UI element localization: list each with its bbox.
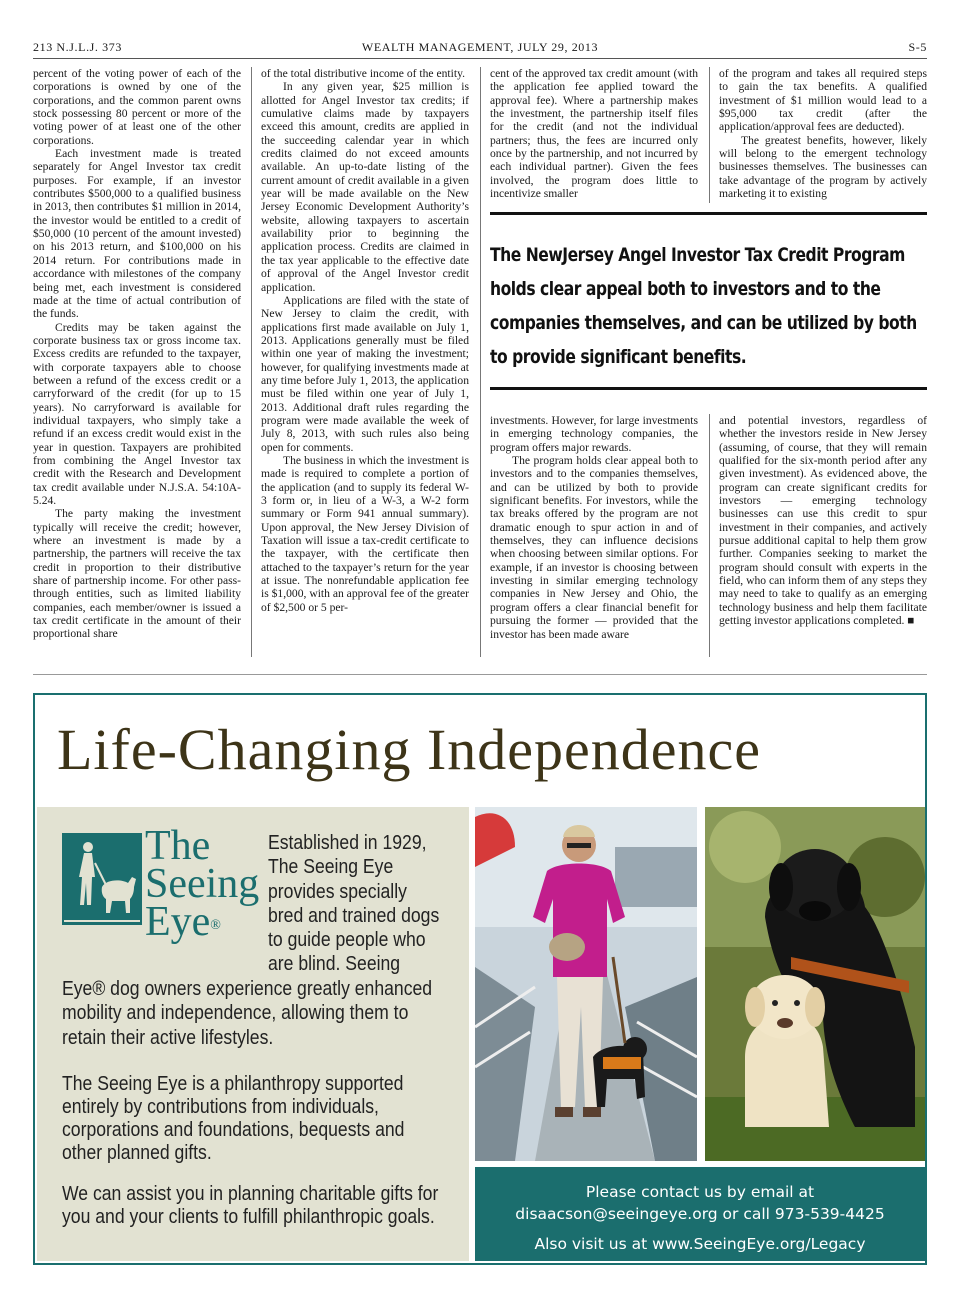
seeing-eye-advertisement — [33, 693, 927, 1265]
woman-with-guide-dog-photo — [475, 807, 697, 1161]
seeing-eye-logo-icon — [62, 833, 142, 925]
column-divider — [480, 67, 481, 657]
header-section-date: WEALTH MANAGEMENT, JULY 29, 2013 — [361, 40, 599, 54]
ad-headline: Life-Changing Independence — [57, 717, 761, 782]
wordmark-line: Seeing — [145, 861, 260, 907]
article-column-2 — [261, 67, 469, 657]
ad-intro-continued: Eye® dog owners experience greatly enhanced mobility and independence, allowing them to retain their active lifestyles. — [62, 978, 433, 1049]
ad-text-panel — [37, 807, 469, 1261]
article-column-3 — [490, 67, 698, 203]
ad-philanthropy-text: The Seeing Eye is a philanthropy supported entirely by contributions from individuals, corporations and foundations, bequests and other planned gifts. — [62, 1073, 405, 1164]
seeing-eye-wordmark — [145, 823, 265, 945]
paragraph: and potential investors, regardless of whether the investors reside in New Jersey (assuming, of course, that they will remain qualified for the six-month period after any given investment). As evidenced above, the program can create significant credits for investors — emerging technology businesses can use this credit to spur investment in their companies, and actively pursue additional capital to help them grow further. Companies seeking to market the program should consult with experts in the field, who can inform them of any steps they may need to take to qualify as an emerging technology business and help them facilitate getting investor applications completed. ■ — [719, 414, 927, 628]
paragraph: The program holds clear appeal both to investors and to the companies themselves, and can be utilized by both to provide significant benefits. For investors, while the tax breaks offered by the program are not dramatic enough to spur action in and of themselves, they can influence decisions when choosing between similar options. For example, if an investor is choosing between investing in similar emerging technology companies in New Jersey and Ohio, the program offers a clear financial benefit for pursuing the former — provided that the investor has been made aware — [490, 454, 698, 641]
article-column-5 — [490, 414, 698, 657]
header-page-number: S-5 — [908, 40, 927, 54]
section-divider — [33, 674, 927, 675]
paragraph: Applications are filed with the state of New Jersey to claim the credit, with applications first made available on July 1, 2013. Applications generally must be filed within one year of making the investment; however, for qualifying investments made at any time before July 1, 2013, the application must be filed within one year of July 1, 2013. Additional draft rules regarding the program were made available the week of July 8, 2013, with such rules also being open for comments. — [261, 293, 469, 454]
paragraph: Each investment made is treated separately for Angel Investor tax credit purposes. For example, if an investor contributes $500,000 to a qualified business in 2013, then contributes $1 million in 2014, the investor would be entitled to a credit of $50,000 (10 percent of the amount invested) on his 2013 return, and $100,000 on his 2014 return. For contributions made in accordance with milestones of the company being met, each investment is considered made at the time of actual contribution of the funds. — [33, 147, 241, 321]
paragraph: The party making the investment typically will receive the credit; however, where an investment is made by a partnership, the partners will receive the tax credit in proportion to their distributive share of partnership income. For other pass-through entities, such as limited liability companies, each member/owner is issued a tax credit certificate in the amount of their proportional share — [33, 507, 241, 641]
paragraph: cent of the approved tax credit amount (with the application fee applied toward the approval fee). Where a partnership makes the investment, the partnership itself files for the credit (and not the individual partners; thus, the fees are incurred only once by the partnership, and not incurred by each individual partner). Given the fees involved, the program does little to incentivize smaller — [490, 67, 698, 201]
contact-line: Please contact us by email at — [585, 1183, 815, 1201]
column-divider — [709, 67, 710, 203]
pullquote: The NewJersey Angel Investor Tax Credit Program holds clear appeal both to investors and to the companies themselves, and can be utilized by both to provide significant benefits. — [490, 244, 917, 368]
paragraph: investments. However, for large investments in emerging technology companies, the program offers major rewards. — [490, 414, 698, 454]
ad-planning-text: We can assist you in planning charitable gifts for you and your clients to fulfill philanthropic goals. — [62, 1183, 439, 1228]
paragraph: The greatest benefits, however, likely will belong to the emergent technology businesses themselves. The businesses can take advantage of the program by actively marketing it to existing — [719, 133, 927, 201]
article-column-1 — [33, 67, 241, 657]
wordmark-line: The — [145, 823, 211, 869]
header-citation: 213 N.J.L.J. 373 — [33, 40, 122, 54]
paragraph: The business in which the investment is made is required to complete a portion of the application (and to supply its federal W-3 form or, in lieu of a W-3, a W-2 form summary or Form 941 annual summary). Upon approval, the New Jersey Division of Taxation will issue a tax-credit certificate to the taxpayer, with the certificate then attached to the taxpayer’s return for the year at issue. The nonrefundable application fee is $1,000, with an approval fee of the greater of $2,500 or 5 per- — [261, 453, 469, 614]
labrador-dogs-photo — [705, 807, 925, 1161]
running-header — [33, 40, 927, 59]
pullquote-rule-top — [490, 212, 927, 215]
contact-email-phone[interactable]: disaacson@seeingeye.org or call 973-539-4425 — [515, 1205, 885, 1223]
paragraph: of the program and takes all required steps to gain the tax benefits. A qualified investment of $1 million would lead to a $95,000 tax credit (after the application/approval fees are deducted). — [719, 67, 927, 134]
column-divider — [709, 414, 710, 657]
article-column-4 — [719, 67, 927, 203]
paragraph: percent of the voting power of each of the corporations is owned by one of the corporations, and the common parent owns stock possessing 80 percent or more of the voting power of at least one of the other corporations. — [33, 67, 241, 147]
registered-mark: ® — [210, 918, 221, 933]
ad-intro-text: Established in 1929, The Seeing Eye provides specially bred and trained dogs to guide people who are blind. Seeing — [268, 832, 440, 976]
wordmark-line: Eye® — [145, 899, 221, 945]
pullquote-rule-bottom — [490, 387, 927, 390]
article-column-6 — [719, 414, 927, 657]
contact-website[interactable]: Also visit us at www.SeeingEye.org/Legacy — [534, 1235, 866, 1253]
paragraph: Credits may be taken against the corporate business tax or gross income tax. Excess credits are refunded to the taxpayer, with corporate taxpayers able to choose between a refund of the excess credit or a carryforward of the credit (for up to 15 years). No carryforward is available for individual taxpayers, who simply take a refund if an excess credit would exist in the year in question. Taxpayers are prohibited from combining the Angel Investor tax credit with the Research and Development tax credit available under N.J.S.A. 54:10A-5.24. — [33, 320, 241, 507]
paragraph: of the total distributive income of the entity. — [261, 67, 466, 80]
paragraph: In any given year, $25 million is allotted for Angel Investor tax credits; if cumulative claims made by taxpayers exceed this amount, credits are applied in the succeeding calendar year in which credits claimed do not exceed amounts available. An up-to-date listing of the current amount of credit available in a given year will be made available on the New Jersey Economic Development Authority’s website, allowing taxpayers to ascertain availability prior to beginning the application process. Credits are claimed in the tax year applicable to the effective date of approval of the Angel Investor credit application. — [261, 80, 469, 294]
column-divider — [251, 67, 252, 657]
contact-box — [475, 1167, 925, 1261]
